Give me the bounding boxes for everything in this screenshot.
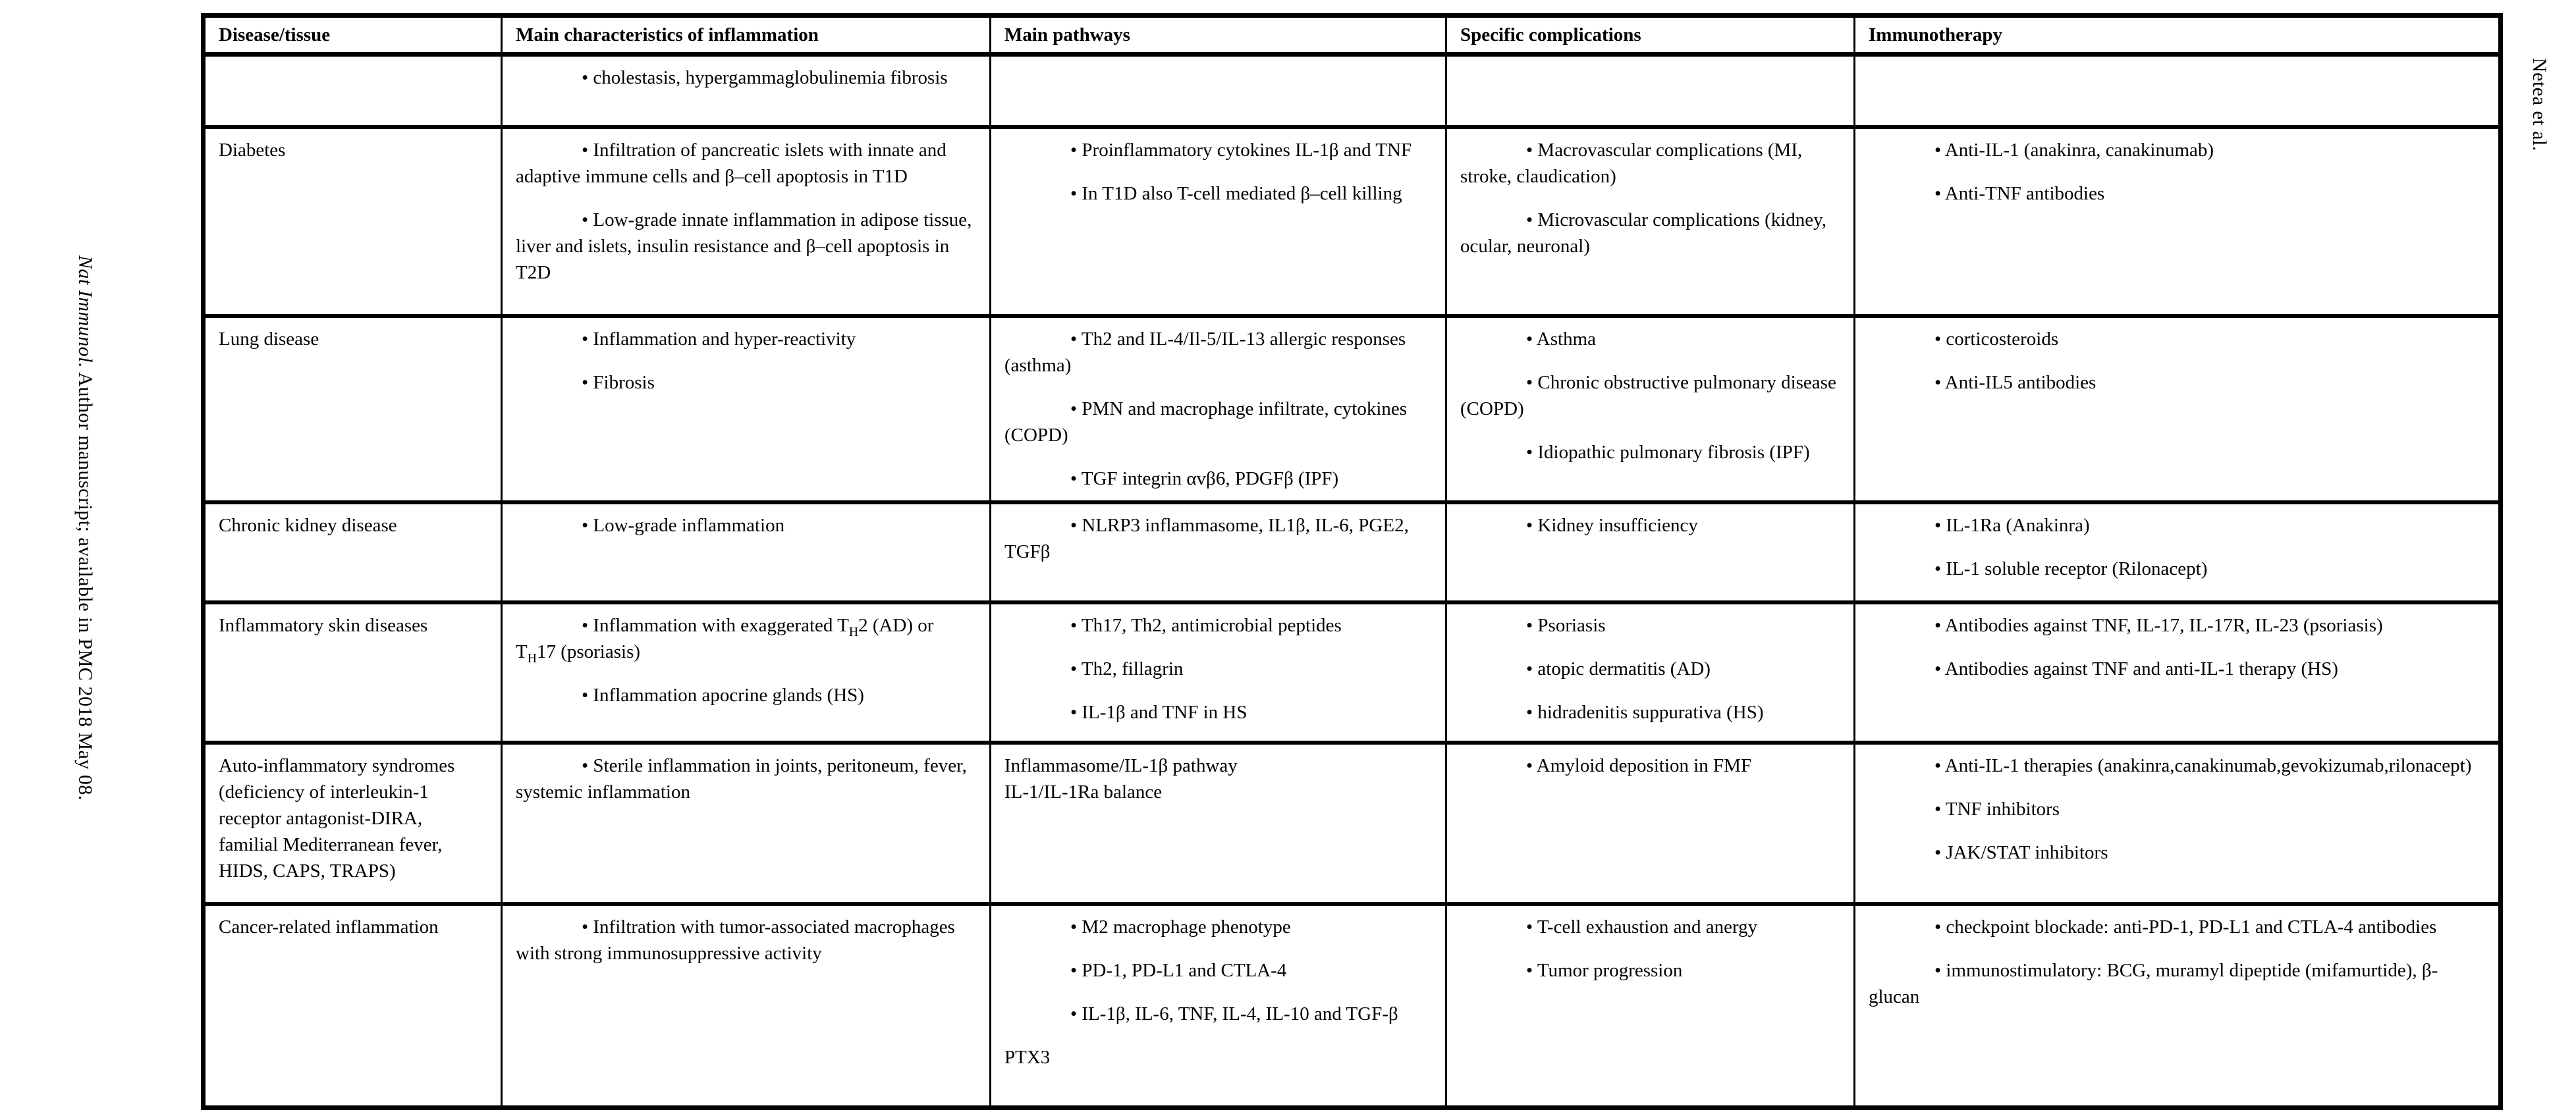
cell-paragraph: • Anti-IL5 antibodies — [1934, 371, 2096, 393]
cell-paragraph: • corticosteroids — [1934, 328, 2059, 350]
cell-paragraph: • Proinflammatory cytokines IL-1β and TNF — [1070, 139, 1412, 161]
cell-paragraph: • Chronic obstructive pulmonary disease (COPD) — [1460, 371, 1836, 419]
cell-paragraph: • Asthma — [1526, 328, 1597, 350]
cell-paragraph: • Anti-TNF antibodies — [1934, 182, 2105, 204]
cell-paragraph: • PMN and macrophage infiltrate, cytokines (COPD) — [1004, 398, 1408, 446]
cell-paragraph: • IL-1β, IL-6, TNF, IL-4, IL-10 and TGF-β — [1070, 1003, 1398, 1024]
cell-paragraph: • Anti-IL-1 therapies (anakinra,canakinumab,gevokizumab,rilonacept) — [1934, 755, 2472, 776]
cell-paragraph: • Sterile inflammation in joints, peritoneum, fever, systemic inflammation — [516, 755, 967, 803]
cell-paragraph: • Th2, fillagrin — [1070, 658, 1184, 679]
cell-complications — [1446, 316, 1855, 502]
manuscript-availability-note: Author manuscript; available in PMC 2018 May 08. — [74, 368, 96, 801]
cell-paragraph: • Inflammation and hyper-reactivity — [582, 328, 856, 350]
table-row — [204, 743, 2501, 904]
cell-paragraph: • IL-1 soluble receptor (Rilonacept) — [1934, 558, 2208, 579]
cell-immunotherapy — [1855, 602, 2501, 743]
cell-paragraph: • checkpoint blockade: anti-PD-1, PD-L1 and CTLA-4 antibodies — [1934, 916, 2437, 938]
cell-paragraph: • Inflammation apocrine glands (HS) — [582, 684, 864, 706]
cell-paragraph: • Antibodies against TNF and anti-IL-1 therapy (HS) — [1934, 658, 2338, 679]
table-row — [204, 316, 2501, 502]
cell-paragraph: • Fibrosis — [582, 371, 655, 393]
table-row — [204, 127, 2501, 316]
cell-pathways — [991, 602, 1446, 743]
cell-paragraph: • immunostimulatory: BCG, muramyl dipeptide (mifamurtide), β-glucan — [1869, 959, 2438, 1007]
cell-paragraph: • Kidney insufficiency — [1526, 514, 1698, 536]
cell-disease: Auto-inflammatory syndromes (deficiency of interleukin-1 receptor antagonist-DIRA, familial Mediterranean fever, HIDS, CAPS, TRAPS) — [204, 743, 502, 904]
cell-paragraph: • Low-grade inflammation — [582, 514, 785, 536]
header-specific-complications: Specific complications — [1446, 16, 1855, 55]
cell-characteristics — [502, 316, 991, 502]
cell-immunotherapy — [1855, 127, 2501, 316]
cell-disease: Inflammatory skin diseases — [204, 602, 502, 743]
cell-disease: Diabetes — [204, 127, 502, 316]
cell-paragraph: • Infiltration of pancreatic islets with innate and adaptive immune cells and β–cell apoptosis in T1D — [516, 139, 946, 187]
cell-paragraph: • IL-1Ra (Anakinra) — [1934, 514, 2090, 536]
cell-complications — [1446, 55, 1855, 127]
cell-paragraph: • PD-1, PD-L1 and CTLA-4 — [1070, 959, 1287, 981]
cell-paragraph: • Idiopathic pulmonary fibrosis (IPF) — [1526, 441, 1810, 463]
table-row — [204, 502, 2501, 602]
cell-paragraph: • Th2 and IL-4/Il-5/IL-13 allergic responses (asthma) — [1004, 328, 1406, 376]
cell-paragraph: • Low-grade innate inflammation in adipose tissue, liver and islets, insulin resistance and β–cell apoptosis in T2D — [516, 209, 972, 283]
cell-paragraph: • Tumor progression — [1526, 959, 1683, 981]
header-main-characteristics: Main characteristics of inflammation — [502, 16, 991, 55]
cell-pathways — [991, 904, 1446, 1108]
cell-pathways — [991, 127, 1446, 316]
table-row — [204, 904, 2501, 1108]
header-disease-tissue: Disease/tissue — [204, 16, 502, 55]
header-main-pathways: Main pathways — [991, 16, 1446, 55]
cell-paragraph: Inflammasome/IL-1β pathway IL-1/IL-1Ra balance — [1004, 755, 1238, 803]
cell-paragraph: • M2 macrophage phenotype — [1070, 916, 1291, 938]
cell-paragraph: • Amyloid deposition in FMF — [1526, 755, 1752, 776]
cell-paragraph: • JAK/STAT inhibitors — [1934, 841, 2108, 863]
journal-name: Nat Immunol. — [74, 255, 96, 368]
cell-disease — [204, 55, 502, 127]
cell-disease: Chronic kidney disease — [204, 502, 502, 602]
cell-paragraph: • Antibodies against TNF, IL-17, IL-17R, IL-23 (psoriasis) — [1934, 614, 2383, 636]
cell-characteristics — [502, 502, 991, 602]
cell-paragraph: • Macrovascular complications (MI, stroke, claudication) — [1460, 139, 1803, 187]
cell-characteristics — [502, 904, 991, 1108]
cell-paragraph: • atopic dermatitis (AD) — [1526, 658, 1711, 679]
cell-immunotherapy — [1855, 55, 2501, 127]
cell-paragraph: • Microvascular complications (kidney, ocular, neuronal) — [1460, 209, 1827, 257]
cell-characteristics — [502, 743, 991, 904]
cell-disease: Lung disease — [204, 316, 502, 502]
cell-pathways — [991, 55, 1446, 127]
author-name-sidenote: Netea et al. — [2529, 58, 2550, 151]
cell-pathways — [991, 743, 1446, 904]
cell-paragraph: • Infiltration with tumor-associated macrophages with strong immunosuppressive activity — [516, 916, 955, 964]
table-row — [204, 602, 2501, 743]
cell-pathways — [991, 502, 1446, 602]
cell-paragraph: • Th17, Th2, antimicrobial peptides — [1070, 614, 1342, 636]
cell-immunotherapy — [1855, 502, 2501, 602]
cell-paragraph: • In T1D also T-cell mediated β–cell killing — [1070, 182, 1402, 204]
cell-paragraph: • Psoriasis — [1526, 614, 1606, 636]
cell-paragraph: PTX3 — [1004, 1046, 1051, 1068]
header-immunotherapy: Immunotherapy — [1855, 16, 2501, 55]
cell-disease: Cancer-related inflammation — [204, 904, 502, 1108]
cell-complications — [1446, 502, 1855, 602]
cell-immunotherapy — [1855, 743, 2501, 904]
cell-complications — [1446, 904, 1855, 1108]
cell-paragraph: • TNF inhibitors — [1934, 798, 2060, 820]
cell-immunotherapy — [1855, 904, 2501, 1108]
cell-complications — [1446, 602, 1855, 743]
cell-paragraph: • IL-1β and TNF in HS — [1070, 701, 1247, 723]
cell-complications — [1446, 127, 1855, 316]
cell-characteristics — [502, 127, 991, 316]
cell-paragraph: • Anti-IL-1 (anakinra, canakinumab) — [1934, 139, 2214, 161]
cell-characteristics — [502, 602, 991, 743]
cell-complications — [1446, 743, 1855, 904]
cell-pathways — [991, 316, 1446, 502]
cell-paragraph: • cholestasis, hypergammaglobulinemia fibrosis — [582, 67, 948, 88]
journal-citation-sidenote — [74, 255, 96, 801]
cell-immunotherapy — [1855, 316, 2501, 502]
table-header-row — [204, 16, 2501, 55]
cell-characteristics — [502, 55, 991, 127]
cell-paragraph: • hidradenitis suppurativa (HS) — [1526, 701, 1764, 723]
cell-paragraph: • Inflammation with exaggerated $T_H2$ (AD) or $T_H17$ (psoriasis) — [516, 614, 934, 666]
table-row — [204, 55, 2501, 127]
cell-paragraph: • NLRP3 inflammasome, IL1β, IL-6, PGE2, TGFβ — [1004, 514, 1409, 562]
disease-immunotherapy-table — [201, 13, 2503, 1110]
cell-paragraph: • T-cell exhaustion and anergy — [1526, 916, 1758, 938]
cell-paragraph: • TGF integrin αvβ6, PDGFβ (IPF) — [1070, 467, 1339, 489]
